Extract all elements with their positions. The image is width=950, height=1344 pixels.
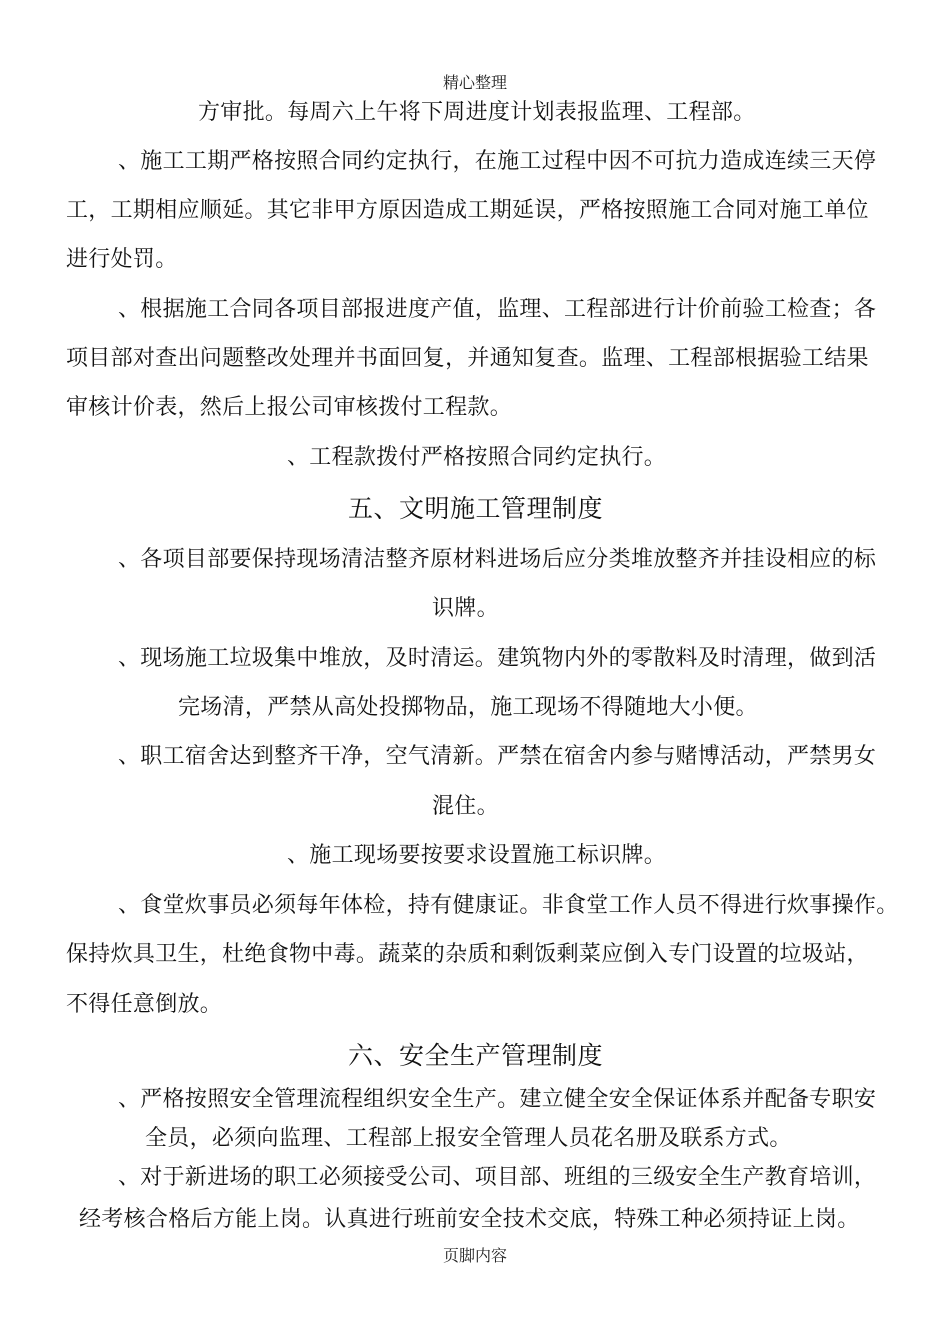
body-line: 、施工工期严格按照合同约定执行，在施工过程中因不可抗力造成连续三天停 — [118, 149, 877, 174]
body-line: 、对于新进场的职工必须接受公司、项目部、班组的三级安全生产教育培训， — [118, 1165, 877, 1190]
body-line: 完场清，严禁从高处投掷物品，施工现场不得随地大小便。 — [178, 695, 758, 720]
body-line: 保持炊具卫生，杜绝食物中毒。蔬菜的杂质和剩饭剩菜应倒入专门设置的垃圾站， — [66, 942, 869, 967]
body-line: 全员，必须向监理、工程部上报安全管理人员花名册及联系方式。 — [145, 1126, 792, 1151]
body-line: 工，工期相应顺延。其它非甲方原因造成工期延误，严格按照施工合同对施工单位 — [66, 198, 869, 223]
body-line: 不得任意倒放。 — [66, 992, 223, 1017]
body-line: 项目部对查出问题整改处理并书面回复，并通知复查。监理、工程部根据验工结果 — [66, 346, 869, 371]
body-line: 混住。 — [432, 794, 499, 819]
page-header: 精心整理 — [442, 73, 507, 92]
section-heading-5: 五、文明施工管理制度 — [348, 494, 604, 523]
page-footer: 页脚内容 — [442, 1246, 507, 1265]
body-line: 进行处罚。 — [66, 247, 178, 272]
body-line: 、现场施工垃圾集中堆放，及时清运。建筑物内外的零散料及时清理，做到活 — [118, 646, 877, 671]
body-line: 、职工宿舍达到整齐干净，空气清新。严禁在宿舍内参与赌博活动，严禁男女 — [118, 744, 877, 769]
body-line: 、根据施工合同各项目部报进度产值，监理、工程部进行计价前验工检查；各 — [118, 297, 877, 322]
body-line: 、严格按照安全管理流程组织安全生产。建立健全安全保证体系并配备专职安 — [118, 1087, 877, 1112]
body-line: 、施工现场要按要求设置施工标识牌。 — [287, 843, 667, 868]
body-line: 经考核合格后方能上岗。认真进行班前安全技术交底，特殊工种必须持证上岗。 — [79, 1207, 860, 1232]
body-line: 识牌。 — [432, 596, 499, 621]
body-line: 、工程款拨付严格按照合同约定执行。 — [287, 445, 667, 470]
body-line: 、食堂炊事员必须每年体检，持有健康证。非食堂工作人员不得进行炊事操作。 — [118, 893, 899, 918]
section-heading-6: 六、安全生产管理制度 — [348, 1041, 604, 1070]
body-line: 审核计价表，然后上报公司审核拨付工程款。 — [66, 395, 513, 420]
body-line: 方审批。每周六上午将下周进度计划表报监理、工程部。 — [198, 100, 756, 125]
body-line: 、各项目部要保持现场清洁整齐原材料进场后应分类堆放整齐并挂设相应的标 — [118, 547, 877, 572]
